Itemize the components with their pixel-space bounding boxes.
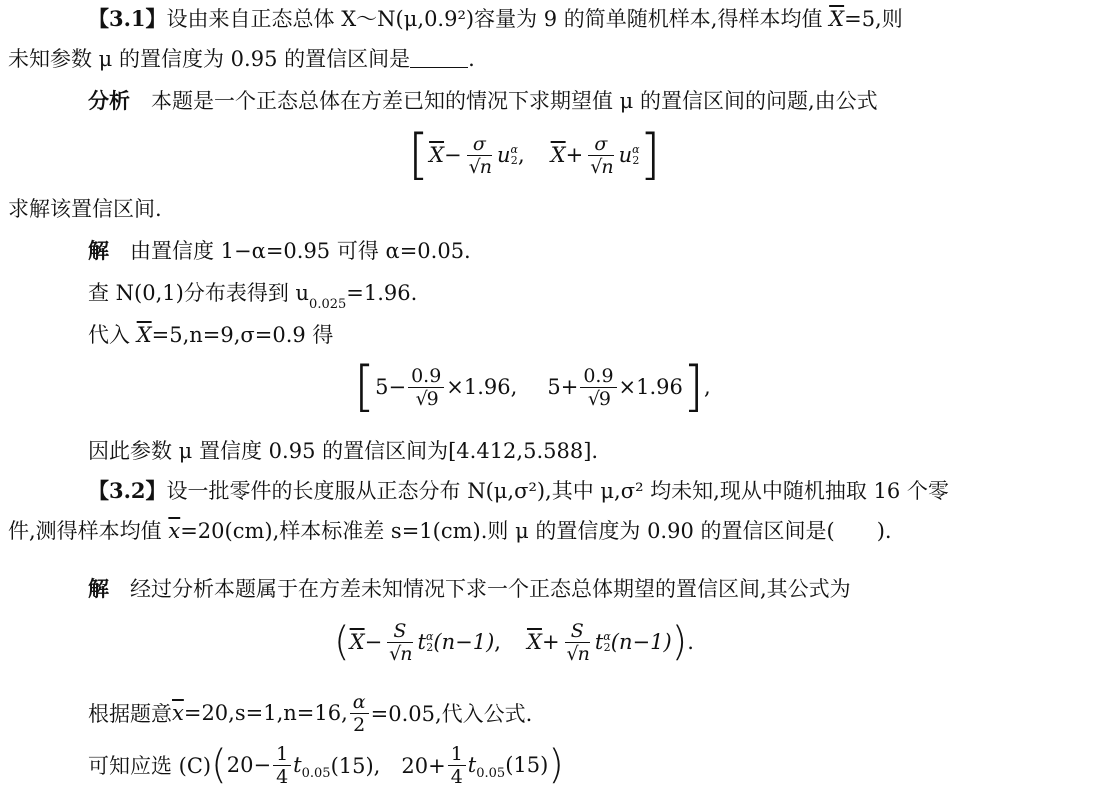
fraction: [384, 620, 415, 665]
five: 5: [375, 375, 389, 399]
xbar: $\overline{X}$: [349, 630, 365, 654]
xbar: $\overline{X}$: [550, 143, 566, 167]
formula-interval-unknown-variance: [334, 614, 694, 670]
numerator: 0.9: [580, 365, 616, 388]
left-paren: (: [334, 619, 350, 665]
problem-text: 未知参数 μ 的置信度为 0.95 的置信区间是: [8, 47, 411, 71]
solution-text: (15), 20+: [330, 754, 446, 778]
problem-text: =20(cm),样本标准差 s=1(cm).则 μ 的置信度为 0.90 的置信区间是( ).: [180, 519, 892, 543]
denominator: 2: [353, 713, 366, 736]
comma: ,: [517, 143, 525, 167]
problem-label: 【3.2】: [88, 478, 167, 503]
plus: +: [541, 630, 560, 654]
denominator: 4: [276, 765, 289, 788]
solution-text: 代入: [88, 323, 137, 347]
solution-text: 查 N(0,1)分布表得到 u: [88, 281, 310, 305]
solution-3-1-result: 因此参数 μ 置信度 0.95 的置信区间为[4.412,5.588].: [88, 439, 599, 463]
denominator: √ 9: [414, 387, 439, 410]
times: ×1.96: [618, 375, 683, 399]
denominator: √ n: [387, 642, 412, 665]
numerator: 1: [448, 743, 466, 766]
problem-text: 件,测得样本均值: [8, 519, 169, 543]
problem-label: 【3.1】: [88, 6, 167, 31]
fraction: [273, 743, 291, 788]
u: u: [618, 143, 633, 167]
t: t: [594, 630, 604, 654]
t: t: [417, 630, 426, 654]
alpha-over-2: [511, 144, 518, 166]
denominator: √ n: [565, 642, 590, 665]
solution-3-1-line3: [88, 320, 333, 350]
solution-text: =0.05,代入公式.: [370, 702, 533, 726]
formula-substituted: [354, 355, 711, 418]
minus: −: [388, 375, 407, 399]
minus: −: [364, 630, 383, 654]
numerator: S: [568, 620, 587, 643]
right-paren: ): [671, 619, 688, 665]
subscript: 0.025: [309, 297, 347, 312]
right-bracket: ]: [682, 355, 704, 418]
alpha-over-2: [603, 631, 610, 653]
alpha: α: [425, 630, 434, 643]
xbar: $\overline{x}$: [172, 701, 184, 725]
fraction: [562, 620, 593, 665]
numerator: σ: [470, 133, 489, 156]
solution-text: 根据题意: [88, 702, 172, 726]
answer-blank: [410, 47, 468, 68]
solution-3-2-line2: [88, 690, 532, 736]
numerator: S: [390, 620, 409, 643]
problem-3-1-line1: [88, 4, 903, 34]
solution-text: =5,n=9,σ=0.9 得: [151, 323, 334, 347]
xbar: $\overline{X}$: [136, 323, 152, 347]
comma: ,: [494, 630, 501, 654]
problem-3-1-line2: [8, 44, 475, 74]
left-bracket: [: [408, 123, 430, 186]
fraction: [408, 365, 444, 410]
subscript: 0.05: [301, 765, 331, 781]
solution-3-1-line1: [88, 236, 471, 266]
five: 5: [547, 375, 561, 399]
analysis-label: 分析: [88, 88, 130, 113]
times: ×1.96: [446, 375, 511, 399]
minus: −: [444, 143, 462, 167]
numerator: 1: [273, 743, 291, 766]
fraction: [585, 133, 616, 178]
solution-text: 20−: [226, 753, 272, 777]
analysis-line: [88, 86, 878, 116]
solution-3-2-line1: [88, 574, 851, 604]
two: 2: [632, 154, 640, 167]
two: 2: [426, 641, 434, 654]
period: .: [687, 630, 694, 654]
formula-interval-known-variance: [408, 123, 661, 186]
xbar: $\overline{X}$: [526, 630, 542, 654]
comma: ,: [510, 375, 518, 399]
solution-label: 解: [88, 576, 109, 601]
alpha-over-2: [632, 144, 639, 166]
denominator: 4: [450, 765, 463, 788]
xbar: $\overline{x}$: [168, 519, 181, 543]
solution-text: 可知应选 (C): [88, 754, 212, 778]
problem-3-2-line2: [8, 516, 892, 546]
left-bracket: [: [354, 355, 376, 418]
problem-3-2-line1: [88, 476, 949, 506]
analysis-after: 求解该置信区间.: [8, 197, 162, 221]
analysis-text: 本题是一个正态总体在方差已知的情况下求期望值 μ 的置信区间的问题,由公式: [151, 89, 878, 113]
period: .: [468, 47, 475, 71]
comma: ,: [703, 375, 711, 399]
denominator: √ 9: [586, 387, 611, 410]
fraction: [580, 365, 616, 410]
t: t: [293, 753, 302, 777]
solution-3-2-line3: [88, 742, 564, 788]
argument: (n−1): [433, 630, 495, 654]
u: u: [497, 143, 511, 167]
right-paren: ): [548, 742, 564, 788]
solution-text: 由置信度 1−α=0.95 可得 α=0.05.: [130, 239, 471, 263]
problem-text: 设一批零件的长度服从正态分布 N(μ,σ²),其中 μ,σ² 均未知,现从中随机抽取 16 个零: [166, 479, 949, 503]
fraction: [464, 133, 495, 178]
numerator: 0.9: [408, 365, 444, 388]
problem-text-tail: =5,则: [844, 7, 903, 31]
numerator: α: [350, 691, 369, 714]
solution-text: (15): [505, 753, 549, 777]
solution-text: =1.96.: [346, 281, 418, 305]
denominator: √ n: [467, 155, 492, 178]
alpha-over-2: [426, 631, 433, 653]
right-bracket: ]: [639, 123, 661, 186]
alpha: α: [632, 143, 640, 156]
two: 2: [603, 641, 611, 654]
fraction: [448, 743, 466, 788]
denominator: √ n: [588, 155, 613, 178]
numerator: σ: [591, 133, 610, 156]
xbar: $\overline{X}$: [829, 7, 845, 31]
alpha: α: [510, 143, 518, 156]
solution-text: 经过分析本题属于在方差未知情况下求一个正态总体期望的置信区间,其公式为: [130, 577, 851, 601]
problem-text: 设由来自正态总体 X～N(μ,0.9²)容量为 9 的简单随机样本,得样本均值: [166, 7, 830, 31]
left-paren: (: [211, 742, 227, 788]
solution-text: =20,s=1,n=16,: [183, 701, 348, 725]
argument: (n−1): [610, 630, 672, 654]
two: 2: [510, 154, 518, 167]
solution-label: 解: [88, 238, 109, 263]
t: t: [467, 753, 477, 777]
alpha-over-2-fraction: [350, 691, 369, 736]
plus: +: [560, 375, 579, 399]
solution-3-1-line2: [88, 278, 417, 312]
plus: +: [565, 143, 584, 167]
alpha: α: [603, 630, 611, 643]
subscript: 0.05: [476, 765, 506, 781]
xbar: $\overline{X}$: [429, 143, 445, 167]
